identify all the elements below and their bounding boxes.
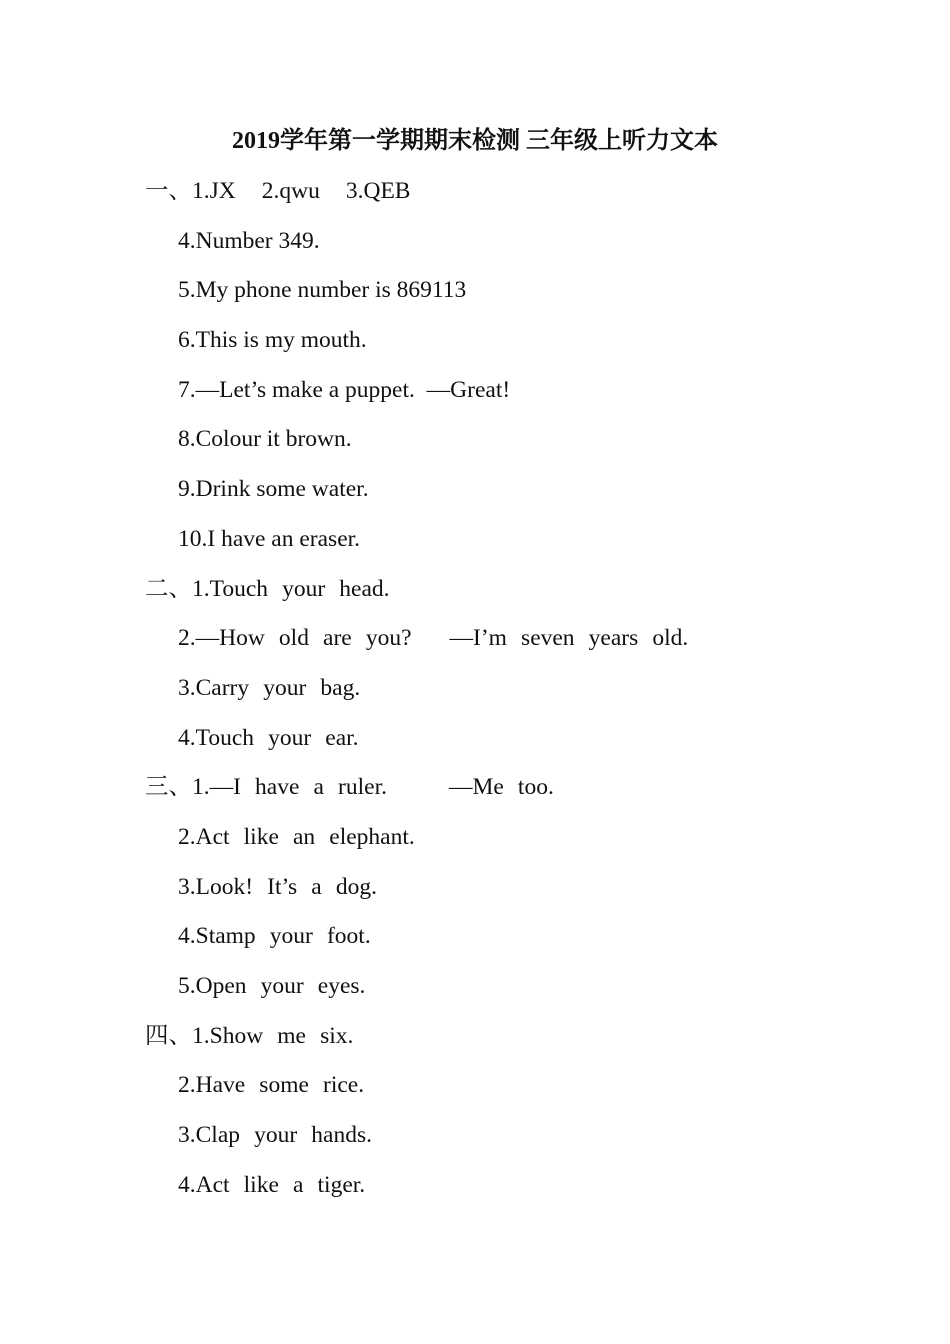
list-item: 2.Act like an elephant. <box>178 823 415 850</box>
list-item: 9.Drink some water. <box>178 476 369 503</box>
list-item: 3.Look! It’s a dog. <box>178 873 377 900</box>
dialogue-question: 1.—I have a ruler. <box>192 774 387 801</box>
list-item <box>145 366 905 416</box>
section-2-line-1 <box>145 565 905 615</box>
list-item: 3.QEB <box>345 178 411 204</box>
list-item: 5.Open your eyes. <box>178 973 366 999</box>
list-item: 4.Stamp your foot. <box>178 923 371 950</box>
list-item: 6.This is my mouth. <box>178 327 367 354</box>
dialogue-answer: —Me too. <box>448 774 554 801</box>
list-item: 4.Act like a tiger. <box>178 1171 366 1198</box>
dialogue-question: 7.—Let’s make a puppet. <box>178 376 415 403</box>
section-marker: 四、 <box>145 1022 192 1049</box>
section-marker: 三、 <box>145 774 192 801</box>
list-item: 4.Number 349. <box>178 227 320 254</box>
list-item: 5.My phone number is 869113 <box>178 277 467 304</box>
document-body <box>145 167 905 1210</box>
section-3-line-1 <box>145 763 905 813</box>
document-title: 2019学年第一学期期末检测 三年级上听力文本 <box>232 128 718 154</box>
section-marker: 一、 <box>145 178 192 204</box>
dialogue-question: 2.—How old are you? <box>178 625 412 652</box>
list-item: 1.Show me six. <box>192 1022 354 1049</box>
list-item: 3.Clap your hands. <box>178 1122 372 1149</box>
list-item: 3.Carry your bag. <box>178 674 361 701</box>
list-item: 2.Have some rice. <box>178 1072 365 1099</box>
list-item: 8.Colour it brown. <box>178 426 352 453</box>
dialogue-answer: —I’m seven years old. <box>449 625 689 652</box>
section-1-line-1 <box>145 167 905 217</box>
list-item: 2.qwu <box>261 178 320 204</box>
section-4-line-1 <box>145 1012 905 1062</box>
list-item: 10.I have an eraser. <box>178 525 361 552</box>
dialogue-answer: —Great! <box>426 376 511 403</box>
list-item <box>145 614 905 664</box>
list-item: 1.Touch your head. <box>192 575 390 602</box>
list-item: 4.Touch your ear. <box>178 724 359 751</box>
list-item: 1.JX <box>192 178 236 204</box>
section-marker: 二、 <box>145 575 192 602</box>
